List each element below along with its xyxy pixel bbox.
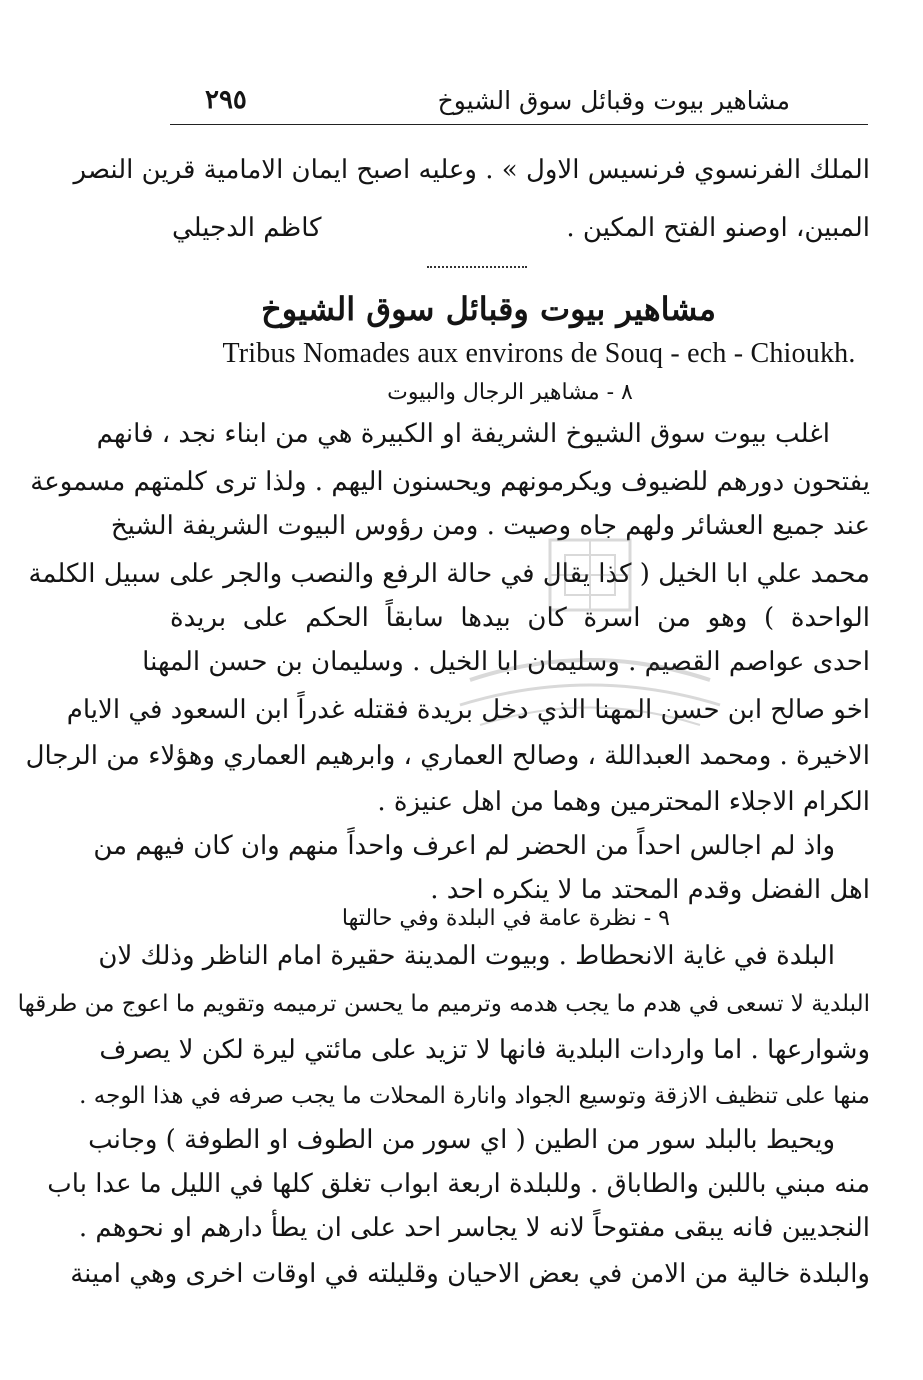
paragraph-line: الاخيرة . ومحمد العبداللة ، وصالح العماري ، وابرهيم العماري وهؤلاء من الرجال <box>25 741 870 771</box>
author-signature: كاظم الدجيلي <box>172 213 322 243</box>
paragraph-line: النجديين فانه يبقى مفتوحاً لانه لا يجاسر احد على ان يطأ دارهم او نحوهم . <box>78 1213 870 1243</box>
section-subtitle-french: Tribus Nomades aux environs de Souq - ech - Chioukh. <box>222 338 856 369</box>
paragraph-line: والبلدة خالية من الامن في بعض الاحيان وقليلته في اوقات اخرى وهي امينة <box>70 1259 870 1289</box>
paragraph-line: اغلب بيوت سوق الشيوخ الشريفة او الكبيرة هي من ابناء نجد ، فانهم <box>96 419 830 449</box>
intro-line-1: الملك الفرنسوي فرنسيس الاول » . وعليه اصبح ايمان الامامية قرين النصر <box>73 155 870 185</box>
paragraph-line: البلدية لا تسعى في هدم ما يجب هدمه وترميم ما يحسن ترميمه وتقويم ما اعوج من طرقها <box>17 991 870 1017</box>
paragraph-line: واذ لم اجالس احداً من الحضر لم اعرف واحداً منهم وان كان فيهم من <box>93 831 835 861</box>
paragraph-line: الكرام الاجلاء المحترمين وهما من اهل عنيزة . <box>377 787 870 817</box>
paragraph-line: عند جميع العشائر ولهم جاه وصيت . ومن رؤوس البيوت الشريفة الشيخ <box>110 511 870 541</box>
header-rule <box>170 124 868 125</box>
paragraph-line: اخو صالح ابن حسن المهنا الذي دخل بريدة فقتله غدراً ابن السعود في الايام <box>66 695 870 725</box>
paragraph-line: احدى عواصم القصيم . وسليمان ابا الخيل . وسليمان بن حسن المهنا <box>142 647 870 677</box>
running-title: مشاهير بيوت وقبائل سوق الشيوخ <box>437 85 790 115</box>
page-number: ٢٩٥ <box>205 85 247 115</box>
paragraph-line: البلدة في غاية الانحطاط . وبيوت المدينة حقيرة امام الناظر وذلك لان <box>98 941 835 971</box>
paragraph-line: الواحدة ) وهو من اسرة كان بيدها سابقاً الحكم على بريدة <box>170 603 870 633</box>
paragraph-line: منها على تنظيف الازقة وتوسيع الجواد وانارة المحلات ما يجب صرفه في هذا الوجه . <box>79 1083 870 1109</box>
paragraph-line: وشوارعها . اما واردات البلدية فانها لا تزيد على مائتي ليرة لكن لا يصرف <box>99 1035 870 1065</box>
intro-line-2: المبين، اوصنو الفتح المكين . <box>566 213 870 243</box>
paragraph-line: محمد علي ابا الخيل ( كذا يقال في حالة الرفع والنصب والجر على سبيل الكلمة <box>28 559 870 589</box>
subsection-8-heading: ٨ - مشاهير الرجال والبيوت <box>387 380 633 405</box>
section-title: مشاهير بيوت وقبائل سوق الشيوخ <box>261 290 716 328</box>
separator-rule <box>427 266 527 268</box>
paragraph-line: منه مبني باللبن والطاباق . وللبلدة اربعة ابواب تغلق كلها في الليل ما عدا باب <box>47 1169 870 1199</box>
paragraph-line: اهل الفضل وقدم المحتد ما لا ينكره احد . <box>430 875 870 905</box>
running-header <box>205 78 790 122</box>
subsection-9-heading: ٩ - نظرة عامة في البلدة وفي حالتها <box>341 906 670 931</box>
paragraph-line: ويحيط بالبلد سور من الطين ( اي سور من الطوف او الطوفة ) وجانب <box>88 1125 835 1155</box>
paragraph-line: يفتحون دورهم للضيوف ويكرمونهم ويحسنون اليهم . ولذا ترى كلمتهم مسموعة <box>30 467 870 497</box>
